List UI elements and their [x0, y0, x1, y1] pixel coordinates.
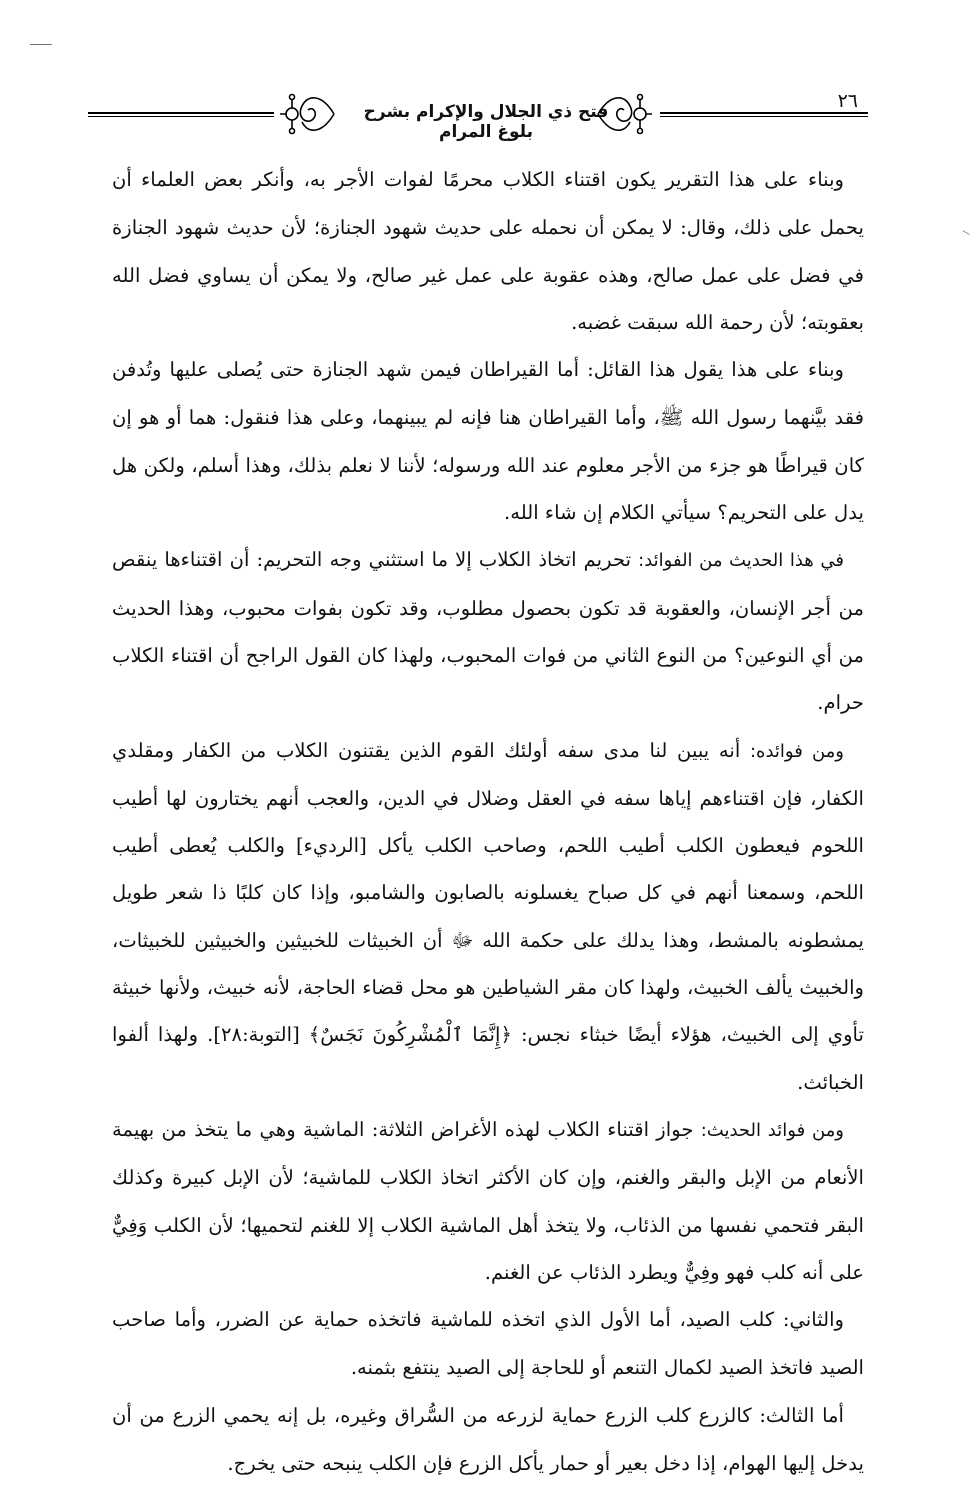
paragraph [112, 536, 864, 726]
paragraph-lead: ومن فوائده: [749, 740, 844, 762]
paragraph-text: أنه يبين لنا مدى سفه أولئك القوم الذين يقتنون الكلاب من الكفار ومقلدي الكفار، فإن اقتناءهم إياها سفه في العقل وضلال في الدين، والعجب أنهم يختارون لها أطيب اللحوم فيعطون الكلب أطيب اللحم، وصاحب الكلب يأكل [الرديء] والكلب يُعطى أطيب اللحم، وسمعنا أنهم في كل صباح يغسلونه بالصابون والشامبو، وإذا كان كلبًا ذا شعر طويل يمشطونه بالمشط، وهذا يدلك على حكمة الله ﷻ أن الخبيثات للخبيثين والخبيثين للخبيثات، والخبيث يألف الخبيث، ولهذا كان مقر الشياطين هو محل قضاء الحاجة، لأنه خبيث، ولأنها خبيثة تأوي إلى الخبيث، هؤلاء أيضًا خبثاء نجس: ﴿إِنَّمَا ٱلْمُشْرِكُونَ نَجَسٌ﴾ [التوبة:٢٨]. ولهذا ألفوا الخبائث. [112, 738, 864, 1094]
paragraph [112, 1106, 864, 1296]
paragraph [112, 346, 864, 536]
scan-artifact [962, 230, 969, 235]
header-rule-right [660, 112, 868, 117]
paragraph [112, 727, 864, 1106]
paragraph-text: وبناء على هذا التقرير يكون اقتناء الكلاب محرمًا لفوات الأجر به، وأنكر بعض العلماء أن يحمل على ذلك، وقال: لا يمكن أن نحمله على حديث شهود الجنازة؛ لأن حديث شهود الجنازة في فضل على عمل صالح، وهذه عقوبة على عمل غير صالح، ولا يمكن أن يساوي فضل الله بعقوبته؛ لأن رحمة الله سبقت غضبه. [112, 168, 864, 334]
paragraph-text: وبناء على هذا يقول هذا القائل: أما القيراطان فيمن شهد الجنازة حتى يُصلى عليها وتُدفن فقد بيَّنهما رسول الله ﷺ، وأما القيراطان هنا فإنه لم يبينهما، وعلى هذا فنقول: هما أو هو إن كان قيراطًا هو جزء من الأجر معلوم عند الله ورسوله؛ لأننا لا نعلم بذلك، وهذا أسلم، ولكن هل يدل على التحريم؟ سيأتي الكلام إن شاء الله. [112, 358, 864, 525]
header-rule-left [88, 112, 274, 117]
paragraph-text: جواز اقتناء الكلاب لهذه الأغراض الثلاثة: الماشية وهي ما يتخذ من بهيمة الأنعام من الإبل والبقر والغنم، وإن كان الأكثر اتخاذ الكلاب للماشية؛ لأن الإبل كبيرة وكذلك البقر فتحمي نفسها من الذئاب، ولا يتخذ أهل الماشية الكلاب إلا للغنم لتحميها؛ لأن الكلب وَفِيٌّ على أنه كلب فهو وفِيٌّ ويطرد الذئاب عن الغنم. [112, 1117, 864, 1284]
paragraph-text: والثاني: كلب الصيد، أما الأول الذي اتخذه للماشية فاتخذه حماية عن الضرر، وأما صاحب الصيد فاتخذ الصيد لكمال التنعم أو للحاجة إلى الصيد ينتفع بثمنه. [112, 1308, 864, 1380]
paragraph [112, 1392, 864, 1487]
ornament-icon [596, 88, 654, 140]
running-title: فتح ذي الجلال والإكرام بشرح بلوغ المرام [363, 102, 609, 142]
paragraph [112, 156, 864, 346]
scan-artifact [30, 44, 52, 45]
paragraph-text: أما الثالث: كالزرع كلب الزرع حماية لزرعه من السُّراق وغيره، بل إنه يحمي الزرع من أن يدخل إليها الهوام، إذا دخل بعير أو حمار يأكل الزرع فإن الكلب ينبحه حتى يخرج. [112, 1403, 864, 1476]
page-number: ٢٦ [837, 90, 858, 112]
page-header [88, 84, 868, 146]
page-body [112, 156, 864, 1487]
paragraph [112, 1296, 864, 1392]
paragraph-text: تحريم اتخاذ الكلاب إلا ما استثني وجه التحريم: أن اقتناءها ينقص من أجر الإنسان، والعقوبة قد تكون بحصول مطلوب، وقد تكون بفوات محبوب، وهذا الحديث من أي النوعين؟ من النوع الثاني من فوات المحبوب، ولهذا كان القول الراجح أن اقتناء الكلاب حرام. [112, 548, 864, 715]
paragraph-lead: ومن فوائد الحديث: [700, 1119, 844, 1141]
ornament-icon [278, 88, 336, 140]
paragraph-lead: في هذا الحديث من الفوائد: [638, 550, 844, 572]
